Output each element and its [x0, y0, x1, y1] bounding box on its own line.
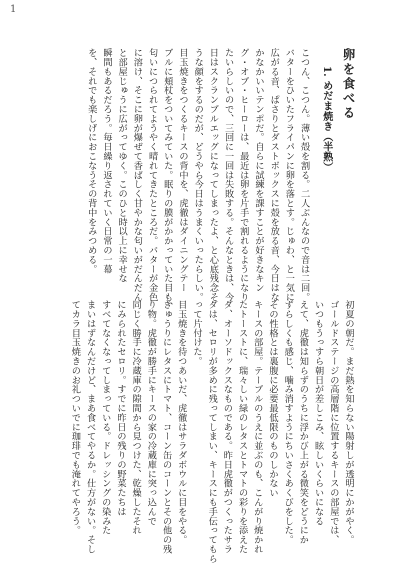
page-number: 1 [10, 4, 17, 15]
text-line: 目玉焼きをつくるキースの背中を、虎徹はダイニングテー [176, 48, 188, 293]
text-line: にみられたセロリ。すでに昨日の残りの野菜たちは [114, 300, 126, 517]
text-line: たいらしいので、三回に一回は失敗する。そんなときは、今 [222, 48, 234, 302]
text-line: ダ、オーソドックスなものである。昨日虎徹がつくったサラ [221, 300, 233, 554]
text-line: ずらしくも感じ、噛み消すようにちいさくあくびをした。 [282, 300, 294, 545]
spacer [334, 48, 341, 294]
text-line: 匂いにつられてようやく晴れてきたところだ。バターが金色 [146, 48, 158, 302]
text-line: いつもうっすら朝日が差しこみ、眩しいくらいになる [312, 300, 324, 526]
text-line: ブルに頬杖をついてみていた。眠りの膜がかかっていた目も、 [161, 48, 173, 312]
text-line: きゅうりにレタスにトマト、コーン缶のコーンとその他の残 [160, 300, 172, 554]
text-line: に溶け、そこに卵が爆ぜて香ばしく甘やかな匂いがだんだん [131, 48, 143, 302]
text-line: グ・オブ・ヒーローは、最近は卵を片手で割れるようになり [237, 48, 249, 302]
text-line: その性格とは裏腹に必要最低限のものしかない [266, 300, 278, 498]
text-line: ゴールドステージの高層階に位置するキースの部屋では、 [327, 300, 339, 545]
text-line: と部屋じゅうに広がってゆく。このひと時以上に幸せな [116, 48, 128, 283]
text-line: えて、虎徹は知らずのうちに浮かび上がる微笑をどうにか [297, 300, 309, 545]
text-line: 同じく勝手に冷蔵庫の隙間から見つけた、乾燥したそれ [130, 300, 142, 535]
text-line: うな顔をするのだが、どうやら今日はうまくいったらしい。 [192, 48, 204, 302]
text-line: 目玉焼きを待つあいだ、虎徹はサラダボウルに目をやる。 [175, 300, 187, 545]
text-line: まいはずなんだけど、まあ食べてやるか。仕方がない。そし [84, 300, 96, 554]
text-line: 瞬間もあるだろう。毎日繰り返されていく日常の一幕 [100, 48, 112, 274]
top-text-block [84, 48, 356, 312]
text-line: 日はスクランブルエッグになってしまったよ、と心底残念そ [207, 48, 219, 302]
section-heading: 1. めだま焼き（半熟） [320, 66, 332, 173]
spacer [312, 48, 319, 294]
text-line: 広がる音、ぱさりとダストボックスに殻を放る音、今日はな [268, 48, 280, 302]
chapter-title: 卵を食べる [341, 48, 356, 121]
text-line: り物。虎徹が勝手にキースの家の冷蔵庫に突っ込んで [145, 300, 157, 526]
text-line: こつん、こつん。薄い殻を割る。二人ぶんなので音は二回。 [298, 48, 310, 302]
text-line: を、それでも楽しげにおこなうその背中をみつめる。 [85, 48, 97, 274]
bottom-text-block [67, 300, 356, 564]
text-line: バターをひいたフライパンに卵を落とす。じゅわ、と一気に [283, 48, 295, 302]
text-line: すべてなくなってしまっている。ドレッシングの染みた [99, 300, 111, 535]
text-line: かなかいいテンポだ。自らに試練を課すことが好きなキン [252, 48, 264, 293]
text-line: キースの部屋。テーブルのうえに並ぶのも、こんがり焼かれ [251, 300, 263, 554]
text-line: 初夏の朝だ。まだ熱を知らない陽射しが透明にかがやく。 [343, 300, 354, 545]
text-line: たトーストに、瑞々しい緑のレタスとトマトの彩りを添えた [236, 300, 248, 554]
text-line: って片付けた。 [190, 300, 202, 366]
text-line: ダは、セロリが多めに残ってしまい、キースにも手伝ってもら [206, 300, 218, 564]
text-line: てカラ目玉焼きのお礼ついでに珈琲でも淹れてやろう。 [69, 300, 81, 535]
